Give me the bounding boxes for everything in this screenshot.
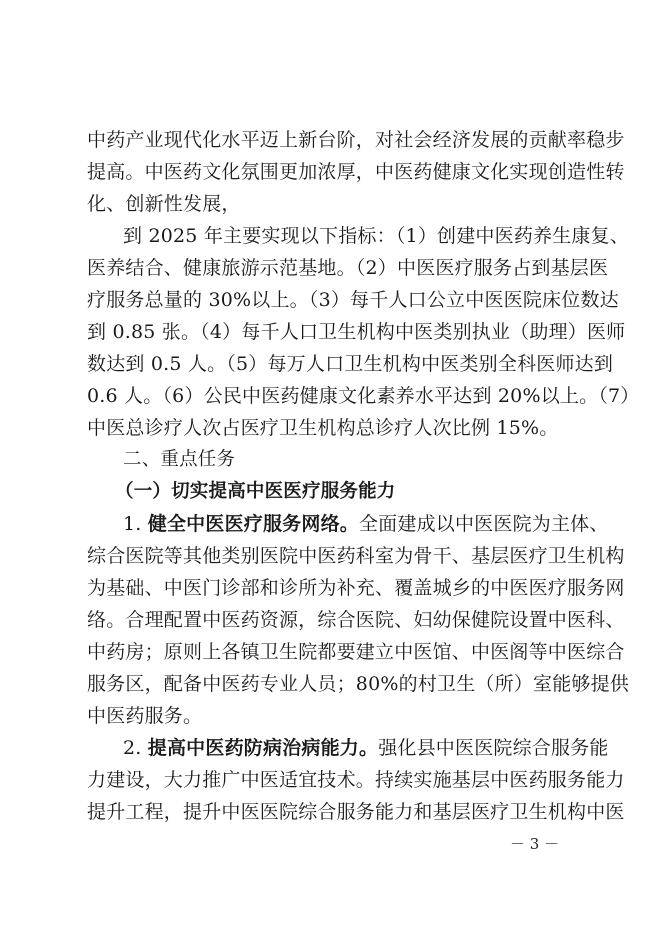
item-title: 健全中医医疗服务网络。 [147,513,359,535]
text-line: 中医总诊疗人次占医疗卫生机构总诊疗人次比例 15%。 [87,417,559,439]
page-number: － 3 － [510,835,560,853]
text-line: 到 2025 年主要实现以下指标：（1）创建中医药养生康复、 [123,225,630,247]
text-line: 提升工程，提升中医医院综合服务能力和基层医疗卫生机构中医 [87,801,625,823]
text-line: 中药产业现代化水平迈上新台阶，对社会经济发展的贡献率稳步 [87,129,625,151]
text-line: 化、创新性发展， [87,193,241,215]
item-number: 1. [123,513,148,535]
item-number: 2. [123,737,148,759]
text-line: 中药房；原则上各镇卫生院都要建立中医馆、中医阁等中医综合 [87,641,625,663]
text-span: 全面建成以中医医院为主体、 [358,513,609,535]
text-line [123,733,609,763]
text-line: 综合医院等其他类别医院中医药科室为骨干、基层医疗卫生机构 [87,545,625,567]
item-title: 提高中医药防病治病能力。 [147,737,379,759]
text-line: 络。合理配置中医药资源，综合医院、妇幼保健院设置中医科、 [87,609,625,631]
text-span: 强化县中医医院综合服务能 [378,737,609,759]
text-line: 为基础、中医门诊部和诊所为补充、覆盖城乡的中医医疗服务网 [87,577,625,599]
text-line: 医养结合、健康旅游示范基地。（2）中医医疗服务占到基层医 [87,257,609,279]
text-line: 提高。中医药文化氛围更加浓厚，中医药健康文化实现创造性转 [87,161,625,183]
subsection-heading: （一）切实提高中医医疗服务能力 [115,481,396,502]
text-line: 力建设，大力推广中医适宜技术。持续实施基层中医药服务能力 [87,769,625,791]
text-line: 疗服务总量的 30%以上。（3）每千人口公立中医医院床位数达 [87,289,619,311]
text-line: 到 0.85 张。（4）每千人口卫生机构中医类别执业（助理）医师 [87,321,626,343]
text-line [123,509,609,539]
text-line: 0.6 人。（6）公民中医药健康文化素养水平达到 20%以上。（7） [87,385,640,407]
section-heading: 二、重点任务 [123,449,236,470]
text-line: 中医药服务。 [87,705,203,727]
text-line: 服务区，配备中医药专业人员；80%的村卫生（所）室能够提供 [87,673,630,695]
text-line: 数达到 0.5 人。（5）每万人口卫生机构中医类别全科医师达到 [87,353,614,375]
